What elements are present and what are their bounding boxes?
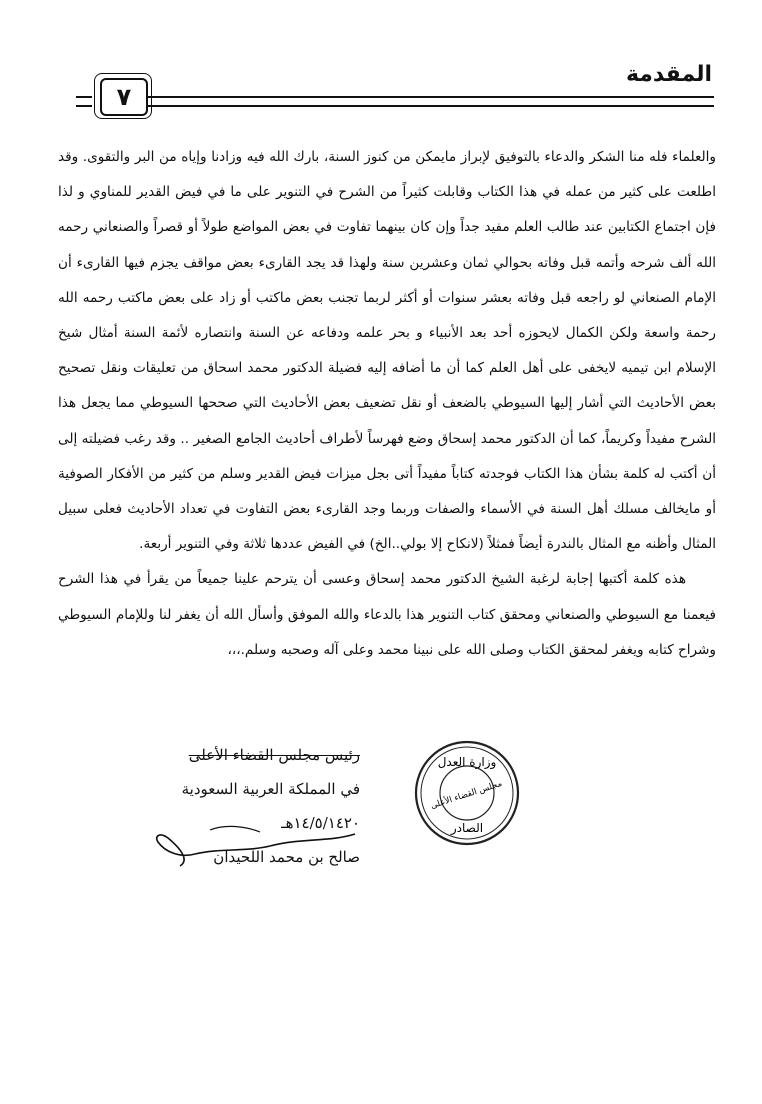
stamp-bottom-text: الصادر [450, 821, 484, 835]
official-stamp-icon [412, 738, 522, 848]
header-rule [148, 96, 714, 107]
stamp-middle-text: مجلس القضاء الأعلى [429, 778, 504, 812]
header-rule-left-mark [76, 96, 92, 107]
paragraph-1: والعلماء فله منا الشكر والدعاء بالتوفيق لإبراز مايمكن من كنوز السنة، بارك الله فيه وزادنا وإياه من البر والتقوى. وقد اطلعت على كثير من عمله في هذا الكتاب وقابلت كثيراً من الشرح في التنوير على ما في فيض القدير للمناوي و لذا فإن اجتماع الكتابين عند طالب العلم مفيد جداً وإن كان بينهما تفاوت في بعض المواضع طولاً أو قصراً والصنعاني رحمه الله ألف شرحه وأتمه قبل وفاته بحوالي ثمان وعشرين سنة ولهذا قد يجد القارىء بعض مواقف يجزم فيها القارىء أن الإمام الصنعاني لو راجعه قبل وفاته بعشر سنوات أو أكثر لربما تجنب بعض ماكتب أو زاد على بعض ماكتب رحمه الله رحمة واسعة ولكن الكمال لايحوزه أحد بعد الأنبياء و بحر علمه ودفاعه عن السنة وانتصاره لأئمة السنة أمثال شيخ الإسلام ابن تيميه لايخفى على أهل العلم كما أن ما أضافه إليه فضيلة الدكتور محمد اسحاق من تعليقات ونقل تصحيح بعض الأحاديث التي أشار إليها السيوطي بالضعف أو نقل تضعيف بعض الأحاديث التي صححها السيوطي مما يجعل هذا الشرح مفيداً وكريماً، كما أن الدكتور محمد إسحاق وضع فهرساً لأطراف أحاديث الجامع الصغير .. وقد رغب فضيلته إلى أن أكتب له كلمة بشأن هذا الكتاب فوجدته كتاباً مفيداً أتى بجل ميزات فيض القدير وسلم من كثير من الأفكار الصوفية أو مايخالف مسلك أهل السنة في الأسماء والصفات وربما وجد القارىء بعض التفاوت في تعداد الأحاديث فعلى سبيل المثال وأظنه مع المثال بالندرة أيضاً فمثلاً (لانكاح إلا بولي..الخ) في الفيض عددها ثلاثة وفي التنوير أربعة. [58, 149, 716, 553]
page-number: ٧ [100, 78, 148, 116]
section-title: المقدمة [625, 62, 712, 87]
handwritten-signature [150, 812, 370, 872]
body-text [58, 140, 716, 668]
stamp-top-text: وزارة العدل [437, 755, 497, 769]
signer-name: صالح بن محمد اللحيدان [213, 848, 360, 866]
signature-date: ١٤/٥/١٤٢٠هـ [281, 814, 360, 832]
paragraph-2: هذه كلمة أكتبها إجابة لرغبة الشيخ الدكتور محمد إسحاق وعسى أن يترحم علينا جميعاً من يقرأ في هذا الشرح فيعمنا مع السيوطي والصنعاني ومحقق كتاب التنوير هذا بالدعاء والله الموفق وأسأل الله أن يغفر لنا وللإمام السيوطي وشراح كتابه ويغفر لمحقق الكتاب وصلى الله على نبينا محمد وعلى آله وصحبه وسلم.،،، [58, 571, 716, 658]
signer-country: في المملكة العربية السعودية [181, 780, 360, 798]
signer-title: رئيس مجلس القضاء الأعلى [188, 746, 360, 764]
